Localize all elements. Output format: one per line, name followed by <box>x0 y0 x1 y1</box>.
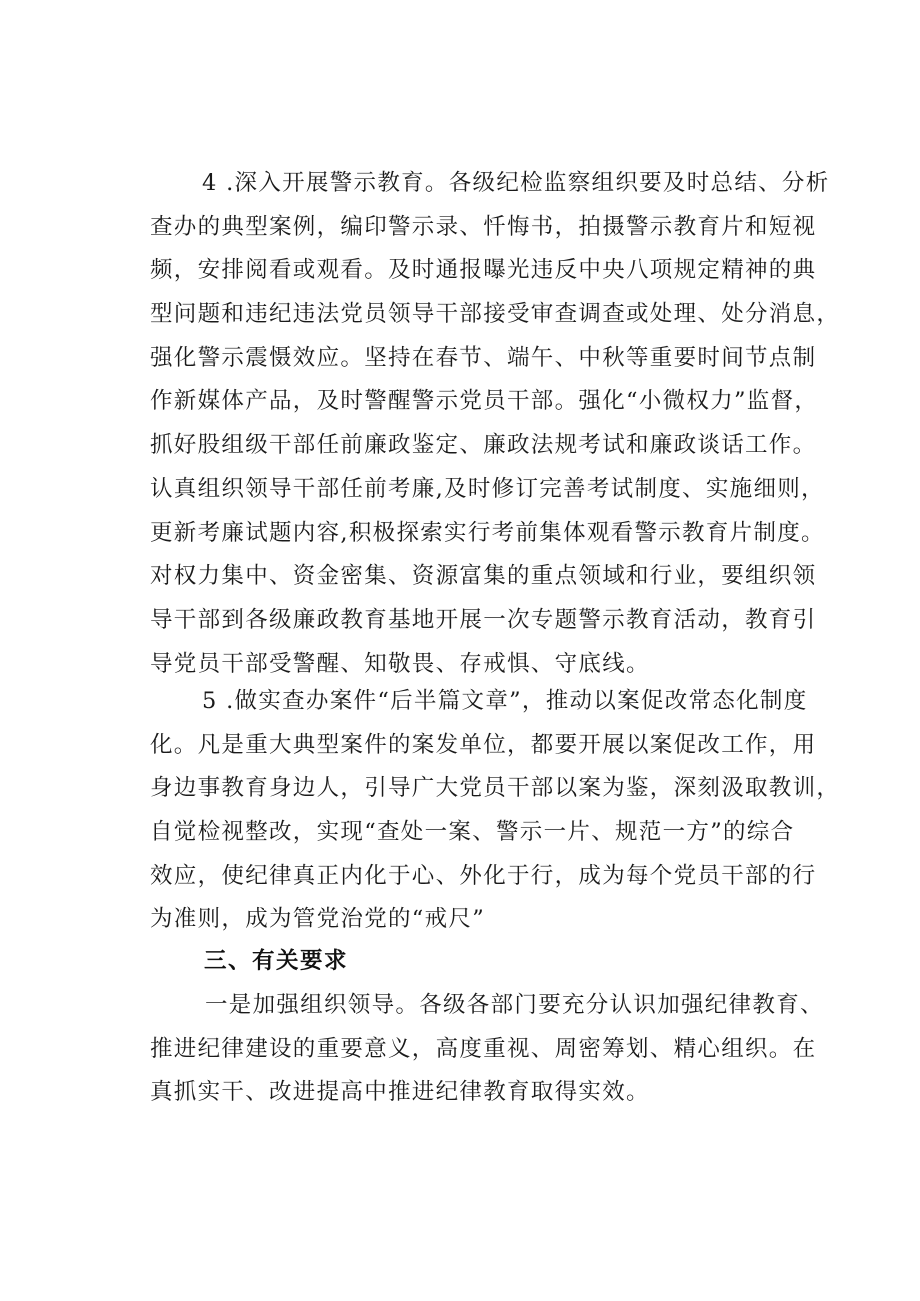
paragraph-line: 真抓实干、改进提高中推进纪律教育取得实效。 <box>150 1079 650 1106</box>
paragraph-line: 5 .做实查办案件“后半篇文章”，推动以案促改常态化制度 <box>202 688 808 714</box>
paragraph-line: 4 .深入开展警示教育。各级纪检监察组织要及时总结、分析 <box>202 170 830 196</box>
paragraph-line: 型问题和违纪违法党员领导干部接受审查调查或处理、处分消息， <box>150 301 841 328</box>
paragraph-line: 更新考廉试题内容,积极探索实行考前集体观看警示教育片制度。 <box>150 519 825 546</box>
paragraph-line: 作新媒体产品，及时警醒警示党员干部。强化“小微权力”监督， <box>150 388 819 415</box>
section-4-paragraph <box>150 162 841 686</box>
paragraph-line: 一是加强组织领导。各级各部门要充分认识加强纪律教育、 <box>205 992 824 1018</box>
paragraph-line: 推进纪律建设的重要意义，高度重视、周密筹划、精心组织。在 <box>150 1035 817 1062</box>
paragraph-line: 抓好股组级干部任前廉政鉴定、廉政法规考试和廉政谈话工作。 <box>150 432 817 459</box>
requirement-1-paragraph <box>150 984 824 1115</box>
paragraph-line: 身边事教育身边人，引导广大党员干部以案为鉴，深刻汲取教训， <box>150 775 841 802</box>
paragraph-line: 自觉检视整改，实现“查处一案、警示一片、规范一方”的综合 <box>150 819 795 846</box>
paragraph-line: 频，安排阅看或观看。及时通报曝光违反中央八项规定精神的典 <box>150 257 817 284</box>
paragraph-line: 导干部到各级廉政教育基地开展一次专题警示教育活动，教育引 <box>150 606 817 633</box>
paragraph-line: 查办的典型案例，编印警示录、忏悔书，拍摄警示教育片和短视 <box>150 213 817 240</box>
paragraph-line: 导党员干部受警醒、知敬畏、存戒惧、守底线。 <box>150 650 650 677</box>
section-5-paragraph <box>150 680 841 942</box>
paragraph-line: 认真组织领导干部任前考廉,及时修订完善考试制度、实施细则， <box>150 475 825 502</box>
paragraph-line: 强化警示震慑效应。坚持在春节、端午、中秋等重要时间节点制 <box>150 344 817 371</box>
paragraph-line: 为准则，成为管党治党的“戒尺” <box>150 906 486 933</box>
section-heading: 三、有关要求 <box>204 948 349 974</box>
paragraph-line: 化。凡是重大典型案件的案发单位，都要开展以案促改工作，用 <box>150 731 817 758</box>
paragraph-line: 效应，使纪律真正内化于心、外化于行，成为每个党员干部的行 <box>150 862 817 889</box>
paragraph-line: 对权力集中、资金密集、资源富集的重点领域和行业，要组织领 <box>150 563 817 590</box>
